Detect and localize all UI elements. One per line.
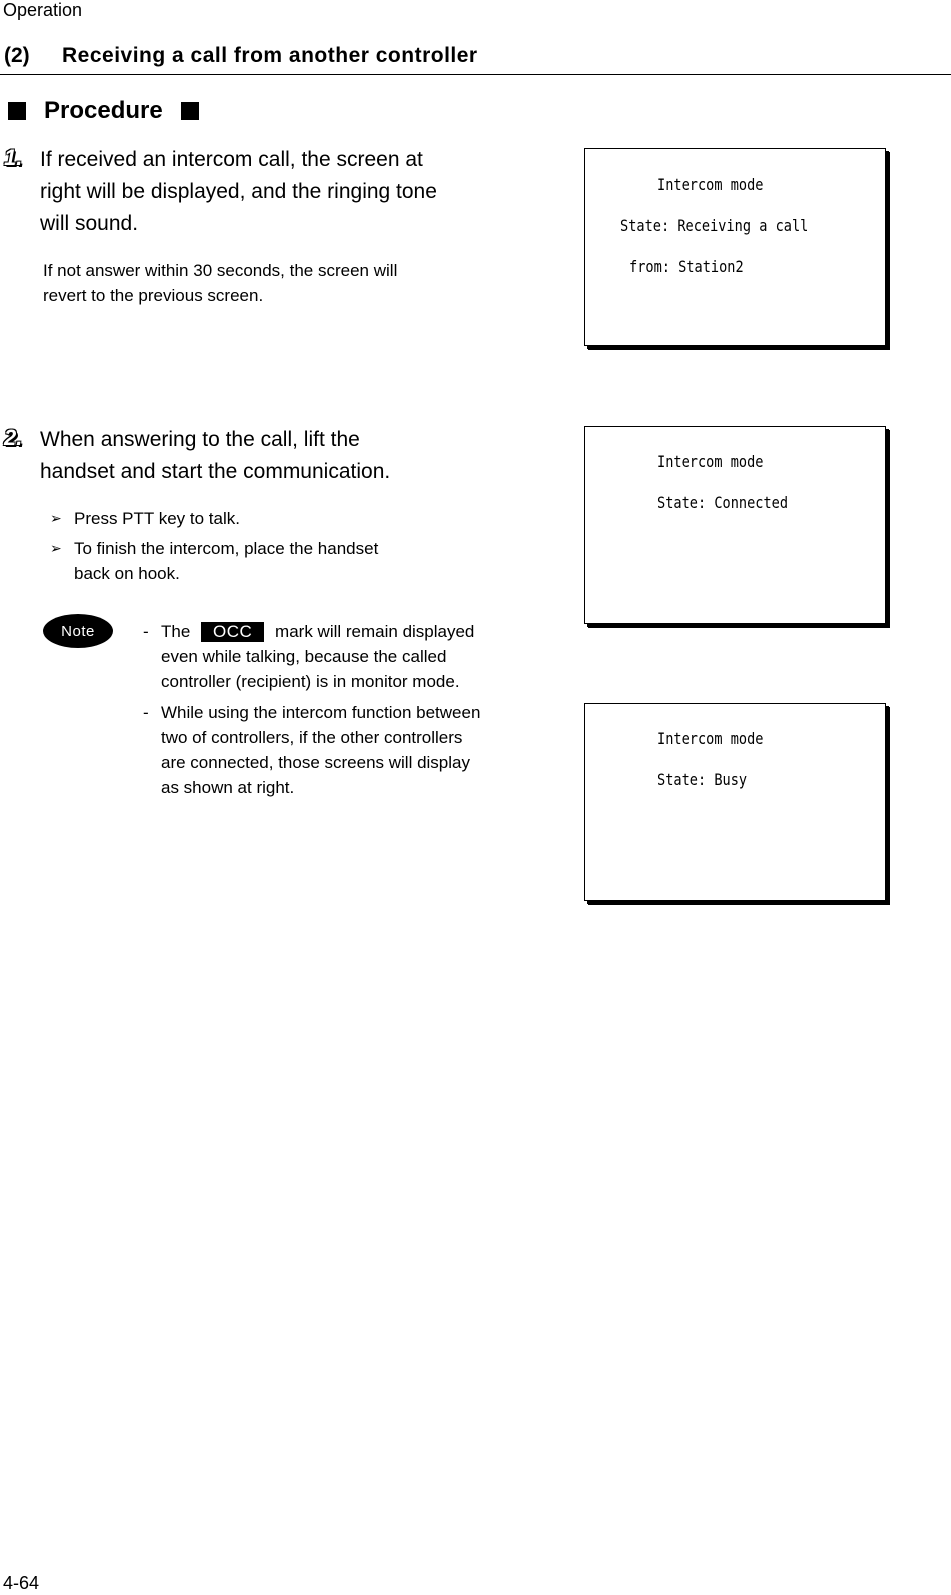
note-text: controller (recipient) is in monitor mode. <box>161 672 460 691</box>
step-2-bullets <box>50 506 378 586</box>
text-line: will sound. <box>40 212 139 235</box>
screen-line: State: Receiving a call <box>620 216 809 235</box>
arrow-bullet-icon: ➢ <box>50 540 62 556</box>
bullet-item <box>50 506 378 531</box>
step-2-text <box>40 424 390 488</box>
note-text: even while talking, because the called <box>161 647 447 666</box>
section-number: (2) <box>4 44 30 67</box>
note-content <box>143 619 553 800</box>
dash-bullet: - <box>143 622 149 641</box>
procedure-heading <box>8 97 199 125</box>
screen-line: from: Station2 <box>629 257 744 276</box>
dash-bullet: - <box>143 703 149 722</box>
note-text: mark will remain displayed <box>275 622 475 641</box>
square-bullet-icon <box>181 102 199 120</box>
screen-line: State: Connected <box>657 493 789 512</box>
note-text: The <box>161 622 191 641</box>
note-text: two of controllers, if the other controllers <box>161 728 463 747</box>
note-text: as shown at right. <box>161 778 295 797</box>
text-line: handset and start the communication. <box>40 460 391 483</box>
occ-mark: OCC <box>201 622 264 642</box>
bullet-item <box>50 536 378 586</box>
note-text: are connected, those screens will display <box>161 753 470 772</box>
text-line: If received an intercom call, the screen at <box>40 148 423 171</box>
page-number: 4-64 <box>3 1573 40 1593</box>
note-badge: Note <box>43 614 113 648</box>
screen-line: State: Busy <box>657 770 748 789</box>
step-1-subnote <box>43 258 397 308</box>
procedure-title: Procedure <box>44 97 163 124</box>
square-bullet-icon <box>8 102 26 120</box>
header-rule <box>0 74 951 75</box>
text-line: When answering to the call, lift the <box>40 428 360 451</box>
screen-line: Intercom mode <box>657 175 764 194</box>
running-header: Operation <box>3 0 83 20</box>
lcd-screen-receiving <box>584 148 886 346</box>
section-title: Receiving a call from another controller <box>62 44 478 67</box>
step-number-1: 1. <box>4 145 23 170</box>
step-1-text <box>40 144 437 240</box>
screen-line: Intercom mode <box>657 452 764 471</box>
lcd-screen-busy <box>584 703 886 901</box>
bullet-text: To finish the intercom, place the handset <box>74 539 379 558</box>
text-line: revert to the previous screen. <box>43 286 264 305</box>
text-line: If not answer within 30 seconds, the screen will <box>43 261 398 280</box>
note-item-1 <box>143 619 553 694</box>
step-number-2: 2. <box>4 425 23 450</box>
arrow-bullet-icon: ➢ <box>50 510 62 526</box>
note-item-2 <box>143 700 553 800</box>
lcd-screen-connected <box>584 426 886 624</box>
note-text: While using the intercom function between <box>161 703 481 722</box>
bullet-text: Press PTT key to talk. <box>74 509 240 528</box>
screen-line: Intercom mode <box>657 729 764 748</box>
text-line: right will be displayed, and the ringing tone <box>40 180 437 203</box>
bullet-text: back on hook. <box>74 564 180 583</box>
